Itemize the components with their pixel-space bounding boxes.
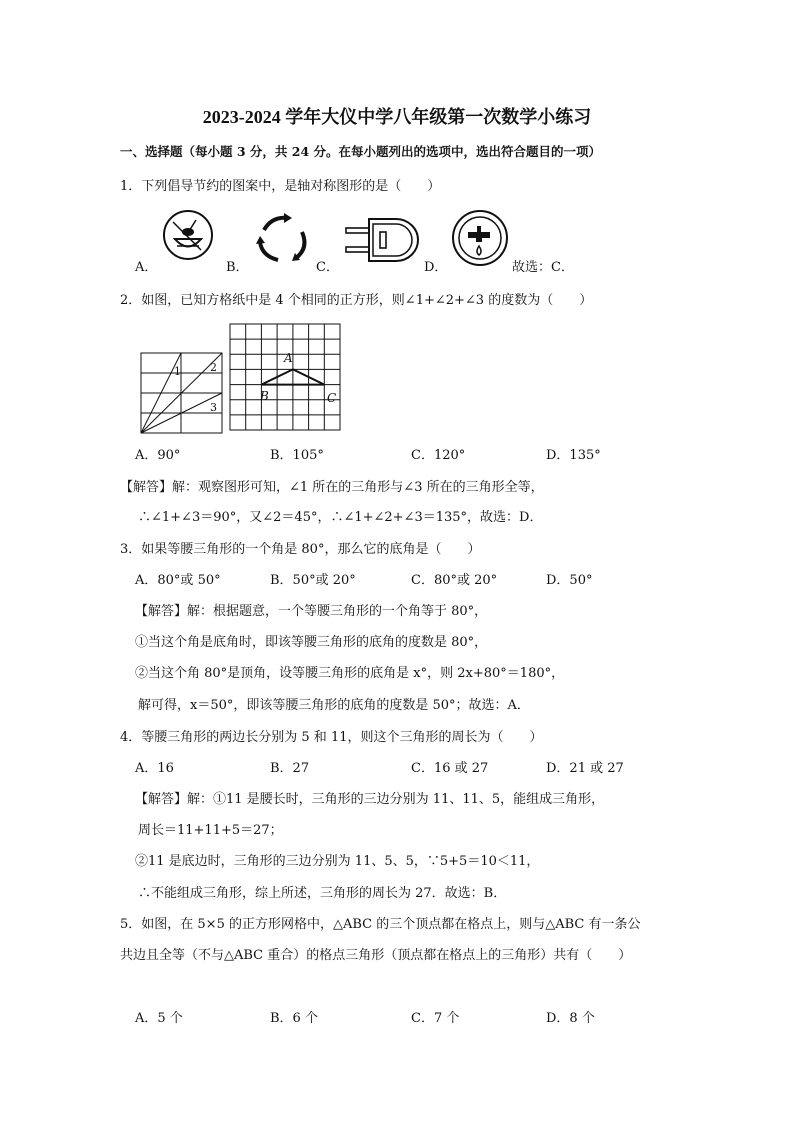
q1-option-c: C． (316, 260, 339, 275)
q3-option-b: B．50°或 20° (270, 573, 356, 588)
q3-option-c: C．80°或 20° (411, 573, 498, 588)
water-tap-icon (452, 210, 508, 266)
angle-2-label: 2 (210, 361, 217, 374)
q3-solution-4: 解可得，x＝50°，即该等腰三角形的底角的度数是 50°；故选：A． (138, 698, 530, 713)
q5-option-a: A．5 个 (135, 1011, 183, 1026)
q3-solution-2: ①当这个角是底角时，即该等腰三角形的底角的度数是 80°， (135, 635, 488, 650)
q3-stem: 3．如果等腰三角形的一个角是 80°，那么它的底角是（ ） (120, 542, 481, 557)
grid-triangle-figure (229, 323, 341, 431)
angle-3-label: 3 (210, 401, 217, 414)
plug-icon (344, 216, 422, 264)
page-title: 2023-2024 学年大仪中学八年级第一次数学小练习 (202, 107, 592, 127)
recycle-arrows-icon (254, 210, 312, 268)
q4-solution-2: 周长＝11+11+5＝27； (138, 823, 283, 838)
q2-option-c: C．120° (411, 448, 466, 463)
q2-option-d: D．135° (546, 448, 601, 463)
q4-solution-1: 【解答】解：①11 是腰长时，三角形的三边分别为 11、11、5，能组成三角形， (135, 792, 605, 807)
q4-option-c: C．16 或 27 (411, 761, 489, 776)
bowl-icon (163, 210, 213, 260)
q3-solution-3: ②当这个角 80°是顶角，设等腰三角形的底角是 x°，则 2x+80°＝180°， (135, 666, 565, 681)
section-heading: 一、选择题（每小题 3 分，共 24 分。在每小题列出的选项中，选出符合题目的一项） (120, 144, 602, 159)
q5-option-b: B．6 个 (270, 1011, 318, 1026)
q1-option-a: A． (135, 260, 158, 275)
vertex-a-label: A (284, 351, 293, 365)
q4-solution-3: ②11 是底边时，三角形的三边分别为 11、5、5，∵5+5＝10＜11， (135, 854, 540, 869)
vertex-b-label: B (260, 389, 269, 403)
q2-option-b: B．105° (270, 448, 324, 463)
q3-option-a: A．80°或 50° (135, 573, 221, 588)
q4-option-a: A．16 (135, 761, 174, 776)
q4-option-b: B．27 (270, 761, 310, 776)
q1-answer: 故选：C． (512, 260, 574, 275)
q1-option-b: B． (226, 260, 249, 275)
q5-option-c: C．7 个 (411, 1011, 460, 1026)
q4-option-d: D．21 或 27 (546, 761, 624, 776)
q5-stem-line-1: 5．如图，在 5×5 的正方形网格中，△ABC 的三个顶点都在格点上，则与△ABC 有一条公 (120, 917, 641, 932)
q1-stem: 1．下列倡导节约的图案中，是轴对称图形的是（ ） (120, 179, 441, 194)
q5-option-d: D．8 个 (546, 1011, 595, 1026)
q2-solution-2: ∴∠1+∠3＝90°，又∠2＝45°，∴∠1+∠2+∠3＝135°，故选：D． (138, 510, 543, 525)
q5-stem-line-2: 共边且全等（不与△ABC 重合）的格点三角形（顶点都在格点上的三角形）共有（ ） (120, 948, 632, 963)
q2-stem: 2．如图，已知方格纸中是 4 个相同的正方形，则∠1+∠2+∠3 的度数为（ ） (120, 293, 593, 308)
vertex-c-label: C (327, 391, 337, 405)
q2-option-a: A．90° (135, 448, 181, 463)
q4-stem: 4．等腰三角形的两边长分别为 5 和 11，则这个三角形的周长为（ ） (120, 730, 543, 745)
q2-solution-1: 【解答】解：观察图形可知，∠1 所在的三角形与∠3 所在的三角形全等， (120, 480, 544, 495)
q3-solution-1: 【解答】解：根据题意，一个等腰三角形的一个角等于 80°， (135, 604, 488, 619)
q4-solution-4: ∴不能组成三角形，综上所述，三角形的周长为 27．故选：B． (138, 886, 507, 901)
q3-option-d: D．50° (546, 573, 593, 588)
q1-option-d: D． (424, 260, 448, 275)
angle-1-label: 1 (174, 365, 181, 378)
